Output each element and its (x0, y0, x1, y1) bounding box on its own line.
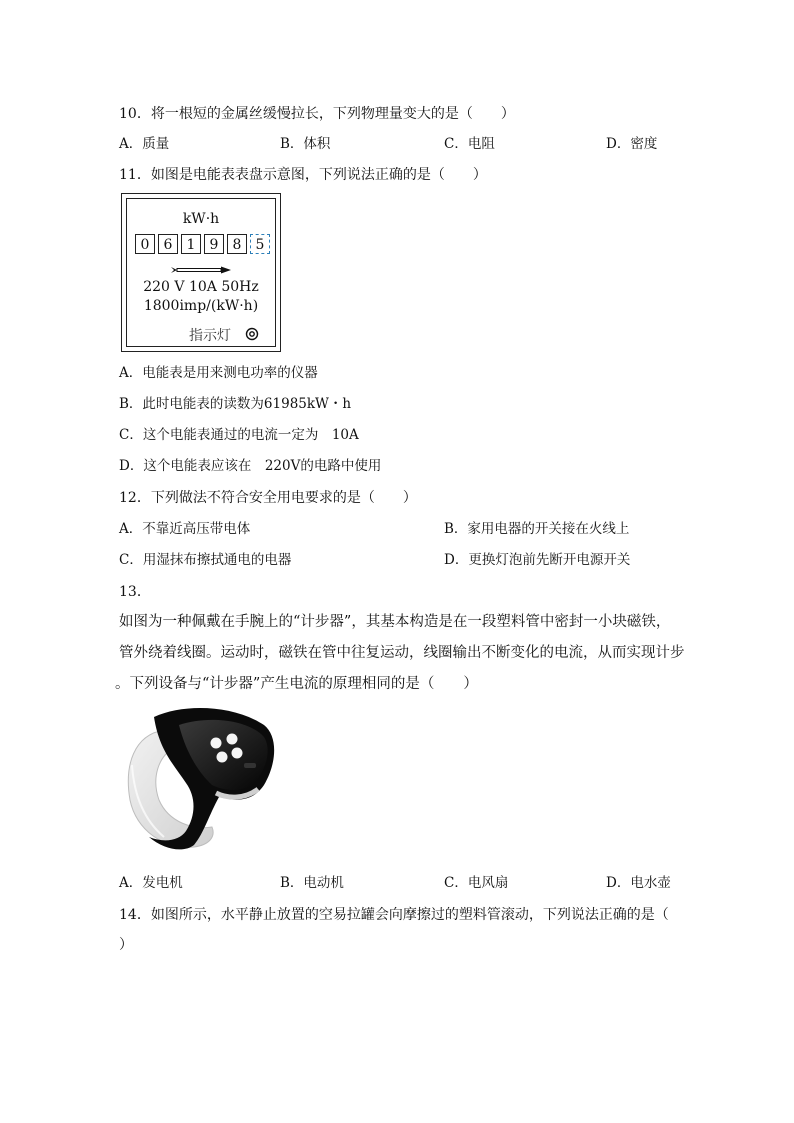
q10-option-d: D．密度 (606, 136, 658, 152)
question-13-line-2: 管外绕着线圈。运动时，磁铁在管中往复运动，线圈输出不断变化的电流，从而实现计步 (119, 645, 685, 661)
q11-option-a: A．电能表是用来测电功率的仪器 (119, 365, 318, 381)
meter-digits (135, 234, 270, 254)
q13-option-a: A．发电机 (119, 875, 183, 891)
q13-option-d: D．电水壶 (606, 875, 671, 891)
q10-option-b: B．体积 (280, 136, 331, 152)
q13-option-c: C．电风扇 (444, 875, 509, 891)
question-13-line-3: 。下列设备与“计步器”产生电流的原理相同的是（ ） (115, 676, 478, 692)
meter-digit: 8 (227, 234, 247, 254)
question-13-line-1: 如图为一种佩戴在手腕上的“计步器”，其基本构造是在一段塑料管中密封一小块磁铁， (119, 614, 671, 630)
electric-meter-figure (121, 193, 281, 352)
meter-digit: 1 (181, 234, 201, 254)
meter-digit: 6 (158, 234, 178, 254)
meter-digit: 9 (204, 234, 224, 254)
q12-option-d: D．更换灯泡前先断开电源开关 (444, 552, 631, 568)
question-10-stem: 10．将一根短的金属丝缓慢拉长，下列物理量变大的是（ ） (119, 106, 515, 122)
meter-digit: 0 (135, 234, 155, 254)
pedometer-bracelet-image (124, 705, 279, 855)
meter-unit: kW·h (182, 211, 220, 227)
question-11-stem: 11．如图是电能表表盘示意图，下列说法正确的是（ ） (119, 167, 487, 183)
question-13-number: 13． (119, 584, 151, 600)
meter-digit-decimal: 5 (250, 234, 270, 254)
q10-option-a: A．质量 (119, 136, 170, 152)
question-12-stem: 12．下列做法不符合安全用电要求的是（ ） (119, 490, 417, 506)
q12-option-b: B．家用电器的开关接在火线上 (444, 521, 630, 537)
q11-option-b: B．此时电能表的读数为61985kW・h (119, 396, 352, 412)
rotation-arrow-icon (169, 265, 233, 275)
meter-spec-rating: 220 V 10A 50Hz (143, 279, 259, 295)
indicator-label: 指示灯 (189, 328, 231, 344)
q11-option-c: C．这个电能表通过的电流一定为 10A (119, 427, 359, 443)
q13-option-b: B．电动机 (280, 875, 344, 891)
q12-option-c: C．用湿抹布擦拭通电的电器 (119, 552, 292, 568)
indicator-light-icon (245, 327, 259, 341)
q12-option-a: A．不靠近高压带电体 (119, 521, 251, 537)
question-14-stem-line-2: ） (119, 937, 133, 953)
q10-option-c: C．电阻 (444, 136, 495, 152)
q11-option-d: D．这个电能表应该在 220V的电路中使用 (119, 458, 382, 474)
meter-spec-constant: 1800imp/(kW·h) (143, 298, 259, 314)
question-14-stem-line-1: 14．如图所示，水平静止放置的空易拉罐会向摩擦过的塑料管滚动，下列说法正确的是（ (119, 907, 669, 923)
